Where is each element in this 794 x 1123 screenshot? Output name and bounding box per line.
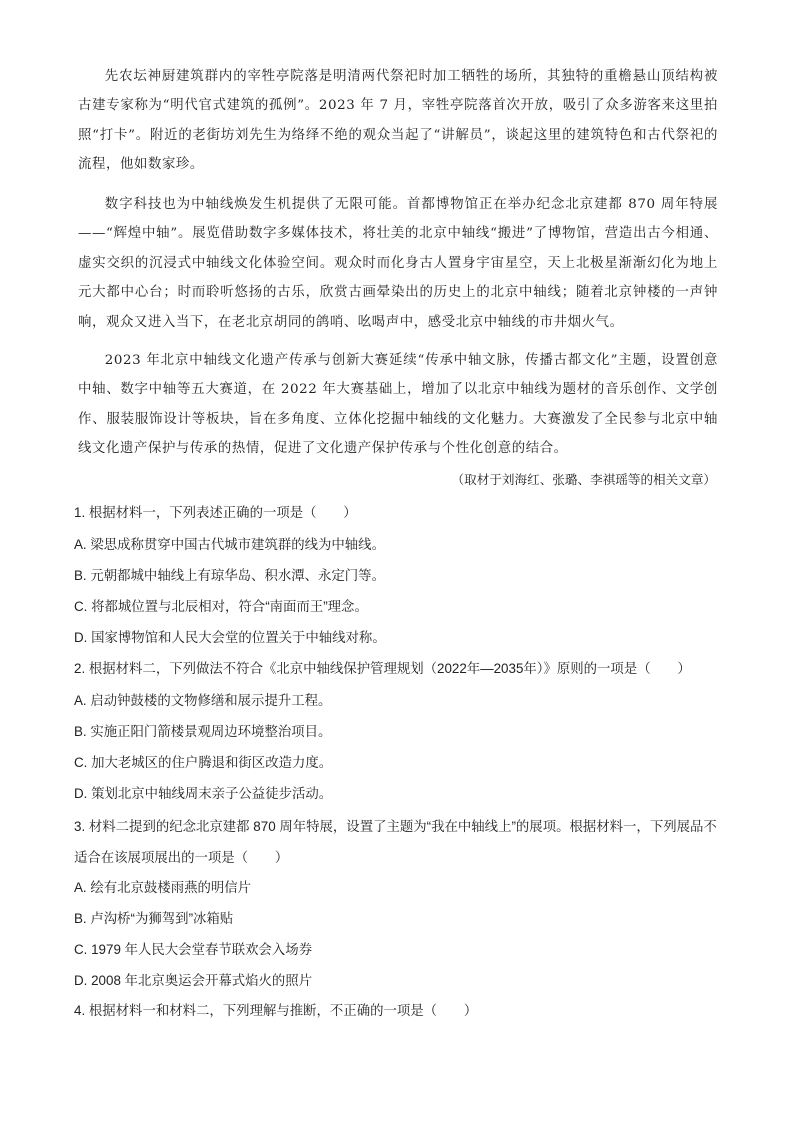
material-paragraph-1: 先农坛神厨建筑群内的宰牲亭院落是明清两代祭祀时加工牺牲的场所，其独特的重檐悬山顶结构被古建专家称为“明代官式建筑的孤例”。2023 年 7 月，宰牲亭院落首次开放，吸引了众多游客来这里拍照“打卡”。附近的老街坊刘先生为络绎不绝的观众当起了“讲解员”，谈起这里的建筑特色和古代祭祀的流程，他如数家珍。 [78,69,718,173]
question-1-option-c: C. 将都城位置与北辰相对，符合“南面而王”理念。 [74,599,368,614]
question-2-option-c: C. 加大老城区的住户腾退和街区改造力度。 [74,755,333,770]
question-1-option-d: D. 国家博物馆和人民大会堂的位置关于中轴线对称。 [74,630,386,645]
source-citation: （取材于刘海红、张璐、李祺瑶等的相关文章） [451,472,716,487]
question-1-option-a: A. 梁思成称贯穿中国古代城市建筑群的线为中轴线。 [74,537,385,552]
question-3-option-c: C. 1979 年人民大会堂春节联欢会入场券 [74,942,313,957]
material-paragraph-2: 数字科技也为中轴线焕发生机提供了无限可能。首都博物馆正在举办纪念北京建都 870 周年特展——“辉煌中轴”。展览借助数字多媒体技术，将壮美的北京中轴线“搬进”了博物馆，营造出古今相通、虚实交织的沉浸式中轴线文化体验空间。观众时而化身古人置身宇宙星空，天上北极星渐渐幻化为地上元大都中心台；时而聆听悠扬的古乐，欣赏古画晕染出的历史上的北京中轴线；随着北京钟楼的一声钟响，观众又进入当下，在老北京胡同的鸽哨、吆喝声中，感受北京中轴线的市井烟火气。 [78,197,718,330]
question-4-stem: 4. 根据材料一和材料二，下列理解与推断，不正确的一项是（ ） [74,1003,478,1018]
question-2-stem: 2. 根据材料二，下列做法不符合《北京中轴线保护管理规划（2022年—2035年）》原则的一项是（ ） [74,661,691,676]
question-1-stem: 1. 根据材料一，下列表述正确的一项是（ ） [74,505,357,520]
question-3-option-a: A. 绘有北京鼓楼雨燕的明信片 [74,880,252,895]
question-3-option-b: B. 卢沟桥“为狮驾到”冰箱贴 [74,911,234,926]
question-2-option-a: A. 启动钟鼓楼的文物修缮和展示提升工程。 [74,693,332,708]
question-1-option-b: B. 元朝都城中轴线上有琼华岛、积水潭、永定门等。 [74,568,385,583]
question-3-option-d: D. 2008 年北京奥运会开幕式焰火的照片 [74,973,313,988]
question-2-option-b: B. 实施正阳门箭楼景观周边环境整治项目。 [74,724,332,739]
material-paragraph-3: 2023 年北京中轴线文化遗产传承与创新大赛延续“传承中轴文脉，传播古都文化”主题，设置创意中轴、数字中轴等五大赛道，在 2022 年大赛基础上，增加了以北京中轴线为题材的音乐创作、文学创作、服装服饰设计等板块，旨在多角度、立体化挖掘中轴线的文化魅力。大赛激发了全民参与北京中轴线文化遗产保护与传承的热情，促进了文化遗产保护传承与个性化创意的结合。 [78,353,718,457]
question-3-stem: 3. 材料二提到的纪念北京建都 870 周年特展，设置了主题为“我在中轴线上”的展项。根据材料一，下列展品不适合在该展项展出的一项是（ ） [74,819,717,865]
question-2-option-d: D. 策划北京中轴线周末亲子公益徒步活动。 [74,786,333,801]
